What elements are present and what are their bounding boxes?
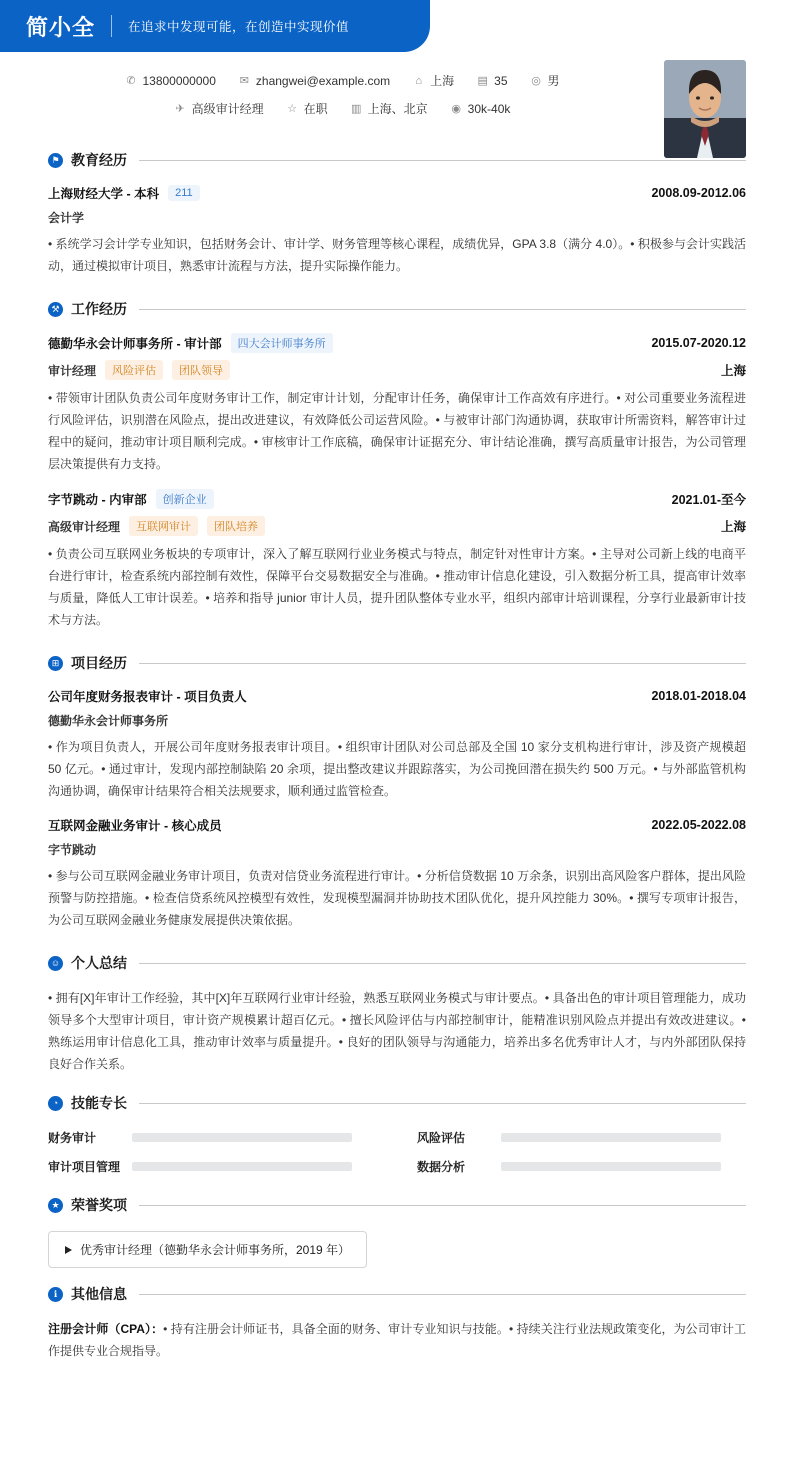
header-banner: [0, 0, 430, 52]
project-desc: • 参与公司互联网金融业务审计项目，负责对信贷业务流程进行审计。• 分析信贷数据 10 万余条，识别出高风险客户群体，提出风险预警与防控措施。• 检查信贷系统风控模型有效性，发现模型漏洞并协助技术团队优化，提升风控能力 30%。• 撰写专项审计报告，为公司互联网金融业务健康发展提供决策依据。: [48, 869, 746, 927]
entry-left: [48, 360, 230, 380]
entry-head: [48, 816, 746, 834]
project-icon: ⊞: [48, 656, 63, 671]
play-triangle-icon: [65, 1246, 72, 1254]
skill-item: [417, 1158, 746, 1175]
contact-salary: [450, 98, 511, 120]
project-name: 互联网金融业务审计 - 核心成员: [48, 819, 222, 833]
job-role: 审计经理: [48, 363, 97, 378]
contact-status: [286, 98, 328, 120]
project-entry: [48, 816, 746, 931]
company-name: 德勤华永会计师事务所 - 审计部: [48, 337, 222, 351]
other-header: [48, 1284, 746, 1308]
skill-bar-track: [132, 1162, 352, 1171]
header-slogan: 在追求中发现可能，在创造中实现价值: [128, 20, 350, 34]
work-entry: [48, 333, 746, 475]
section-honors: [0, 1195, 794, 1268]
skill-label: 审计项目管理: [48, 1160, 121, 1174]
contact-status-value: 在职: [303, 102, 328, 116]
skills-grid: [48, 1117, 746, 1179]
other-label: 注册会计师（CPA）：: [48, 1322, 164, 1336]
contact-age: [476, 70, 507, 92]
section-other: [0, 1284, 794, 1362]
education-desc: • 系统学习会计学专业知识，包括财务会计、审计学、财务管理等核心课程，成绩优异，GPA 3.8（满分 4.0）。• 积极参与会计实践活动，通过模拟审计项目，熟悉审计流程与方法，提升实际操作能力。: [48, 237, 746, 273]
section-education: [0, 150, 794, 283]
contact-gender: [530, 70, 560, 92]
contact-area: [0, 52, 794, 134]
project-entry: [48, 687, 746, 802]
section-skills: [0, 1093, 794, 1179]
salary-icon: ◉: [451, 103, 461, 115]
honor-text: 优秀审计经理（德勤华永会计师事务所，2019 年）: [80, 1243, 351, 1257]
education-entry: [48, 184, 746, 277]
skill-item: [417, 1129, 746, 1146]
skill-label: 数据分析: [417, 1160, 466, 1174]
work-entry: [48, 489, 746, 631]
header-rule: [139, 1103, 746, 1104]
contact-row-1: [48, 70, 636, 92]
header-rule: [139, 309, 746, 310]
project-name: 公司年度财务报表审计 - 项目负责人: [48, 690, 247, 704]
email-icon: ✉: [239, 75, 249, 87]
contact-row-2: [48, 98, 636, 120]
entry-role-line: [48, 516, 746, 536]
work-date: 2021.01-至今: [671, 493, 746, 507]
entry-left: [48, 184, 200, 202]
skill-item: [48, 1158, 377, 1175]
contact-position-value: 高级审计经理: [191, 102, 264, 116]
role-tag: 团队领导: [172, 360, 230, 380]
contact-phone-value: 13800000000: [142, 74, 216, 88]
summary-body: [48, 977, 746, 1077]
work-desc: • 负责公司互联网业务板块的专项审计，深入了解互联网行业业务模式与特点，制定针对性审计方案。• 主导对公司新上线的电商平台进行审计，检查系统内部控制有效性，保障平台交易数据安全与准确。• 推动审计信息化建设，引入数据分析工具，提高审计效率与质量，降低人工审计误差。• 培养和指导 junior 审计人员，提升团队整体专业水平，组织内部审计培训课程，分享行业最新审计技术与方法。: [48, 547, 746, 627]
header-rule: [139, 663, 746, 664]
company-tag: 四大会计师事务所: [231, 333, 333, 353]
honors-header: [48, 1195, 746, 1219]
summary-title: 个人总结: [71, 955, 127, 971]
skill-label: 财务审计: [48, 1131, 97, 1145]
summary-desc: • 拥有[X]年审计工作经验，其中[X]年互联网行业审计经验，熟悉互联网业务模式与审计要点。• 具备出色的审计项目管理能力，成功领导多个大型审计项目，审计资产规模累计超百亿元。• 擅长风险评估与内部控制审计，能精准识别风险点并提出有效改进建议。• 熟练运用审计信息化工具，推动审计效率与质量提升。• 良好的团队领导与沟通能力，培养出多名优秀审计人才，与内外部团队保持良好合作关系。: [48, 991, 746, 1071]
entry-role-line: [48, 360, 746, 380]
work-date: 2015.07-2020.12: [651, 336, 746, 350]
work-header: [48, 299, 746, 323]
education-icon: ⚑: [48, 153, 63, 168]
work-icon: ⚒: [48, 302, 63, 317]
entry-head: [48, 184, 746, 202]
contact-cities-value: 上海、北京: [367, 102, 428, 116]
major-name: 会计学: [48, 211, 85, 225]
projects-title: 项目经历: [71, 655, 127, 671]
job-role: 高级审计经理: [48, 519, 121, 534]
contact-position: [174, 98, 264, 120]
other-desc: • 持有注册会计师证书，具备全面的财务、审计专业知识与技能。• 持续关注行业法规政策变化，为公司审计工作提供专业合规指导。: [48, 1322, 746, 1358]
work-location: 上海: [720, 520, 746, 534]
city-icon: ▥: [350, 103, 362, 115]
work-title: 工作经历: [71, 301, 127, 317]
section-summary: [0, 953, 794, 1077]
person-icon: ☺: [48, 956, 63, 971]
contact-location: [412, 70, 454, 92]
summary-header: [48, 953, 746, 977]
contact-email-value: zhangwei@example.com: [255, 74, 391, 88]
skills-header: [48, 1093, 746, 1117]
entry-left: [48, 489, 214, 509]
section-projects: [0, 653, 794, 937]
education-header: [48, 150, 746, 174]
avatar: [664, 60, 746, 158]
candidate-name: 简小全: [26, 14, 96, 40]
award-icon: ★: [48, 1198, 63, 1213]
contact-salary-value: 30k-40k: [467, 102, 511, 116]
skill-item: [48, 1129, 377, 1146]
contact-location-value: 上海: [430, 74, 455, 88]
other-body: [48, 1308, 746, 1362]
skill-bar-track: [501, 1133, 721, 1142]
project-company: 德勤华永会计师事务所: [48, 714, 169, 728]
entry-left: [48, 816, 222, 834]
work-body: [48, 323, 746, 637]
other-title: 其他信息: [71, 1286, 127, 1302]
education-title: 教育经历: [71, 152, 127, 168]
entry-left: [48, 333, 333, 353]
skill-bar-track: [501, 1162, 721, 1171]
education-date: 2008.09-2012.06: [651, 186, 746, 200]
project-date: 2018.01-2018.04: [651, 689, 746, 703]
header-rule: [139, 963, 746, 964]
skills-title: 技能专长: [71, 1095, 127, 1111]
project-company: 字节跳动: [48, 843, 97, 857]
work-desc: • 带领审计团队负责公司年度财务审计工作，制定审计计划，分配审计任务，确保审计工作高效有序进行。• 对公司重要业务流程进行风险评估，识别潜在风险点，提出改进建议，有效降低公司运营风险。• 与被审计部门沟通协调，获取审计所需资料，解答审计过程中的疑问，推动审计项目顺利完成。• 审核审计工作底稿，确保审计证据充分、审计结论准确，撰写高质量审计报告，为公司管理层决策提供有力支持。: [48, 391, 746, 471]
entry-left: [48, 687, 247, 705]
company-tag: 创新企业: [156, 489, 214, 509]
project-desc: • 作为项目负责人，开展公司年度财务报表审计项目。• 组织审计团队对公司总部及全国 10 家分支机构进行审计，涉及资产规模超 50 亿元。• 通过审计，发现内部控制缺陷 20 余项，提出整改建议并跟踪落实，为公司挽回潜在损失约 500 万元。• 与外部监管机构沟通协调，确保审计结果符合相关法规要求，顺利通过监管检查。: [48, 740, 746, 798]
location-icon: ⌂: [415, 75, 422, 87]
honors-body: [48, 1219, 746, 1268]
school-name: 上海财经大学 - 本科: [48, 187, 160, 201]
school-tag: 211: [168, 185, 200, 201]
phone-icon: ✆: [126, 75, 136, 87]
contact-gender-value: 男: [547, 74, 560, 88]
company-name: 字节跳动 - 内审部: [48, 493, 147, 507]
header-rule: [139, 1205, 746, 1206]
entry-head: [48, 333, 746, 353]
role-tag: 风险评估: [105, 360, 163, 380]
section-work: [0, 299, 794, 637]
skill-icon: ◔: [48, 1096, 63, 1111]
header-rule: [139, 160, 746, 161]
honor-item[interactable]: [48, 1231, 367, 1268]
projects-body: [48, 677, 746, 937]
gender-icon: ◎: [531, 75, 541, 87]
contact-rows: [48, 70, 636, 120]
contact-email: [238, 70, 390, 92]
contact-age-value: 35: [494, 74, 508, 88]
contact-cities: [350, 98, 428, 120]
education-body: [48, 174, 746, 283]
header-rule: [139, 1294, 746, 1295]
entry-head: [48, 489, 746, 509]
contact-phone: [124, 70, 215, 92]
honors-title: 荣誉奖项: [71, 1197, 127, 1213]
briefcase-icon: ✈: [175, 103, 185, 115]
projects-header: [48, 653, 746, 677]
entry-head: [48, 687, 746, 705]
skill-label: 风险评估: [417, 1131, 466, 1145]
role-tag: 团队培养: [207, 516, 265, 536]
role-tag: 互联网审计: [129, 516, 198, 536]
age-icon: ▤: [477, 75, 488, 87]
project-date: 2022.05-2022.08: [651, 818, 746, 832]
work-location: 上海: [720, 364, 746, 378]
info-icon: ℹ: [48, 1287, 63, 1302]
status-icon: ☆: [287, 103, 298, 115]
skill-bar-track: [132, 1133, 352, 1142]
entry-left: [48, 516, 265, 536]
banner-divider: [111, 15, 112, 37]
